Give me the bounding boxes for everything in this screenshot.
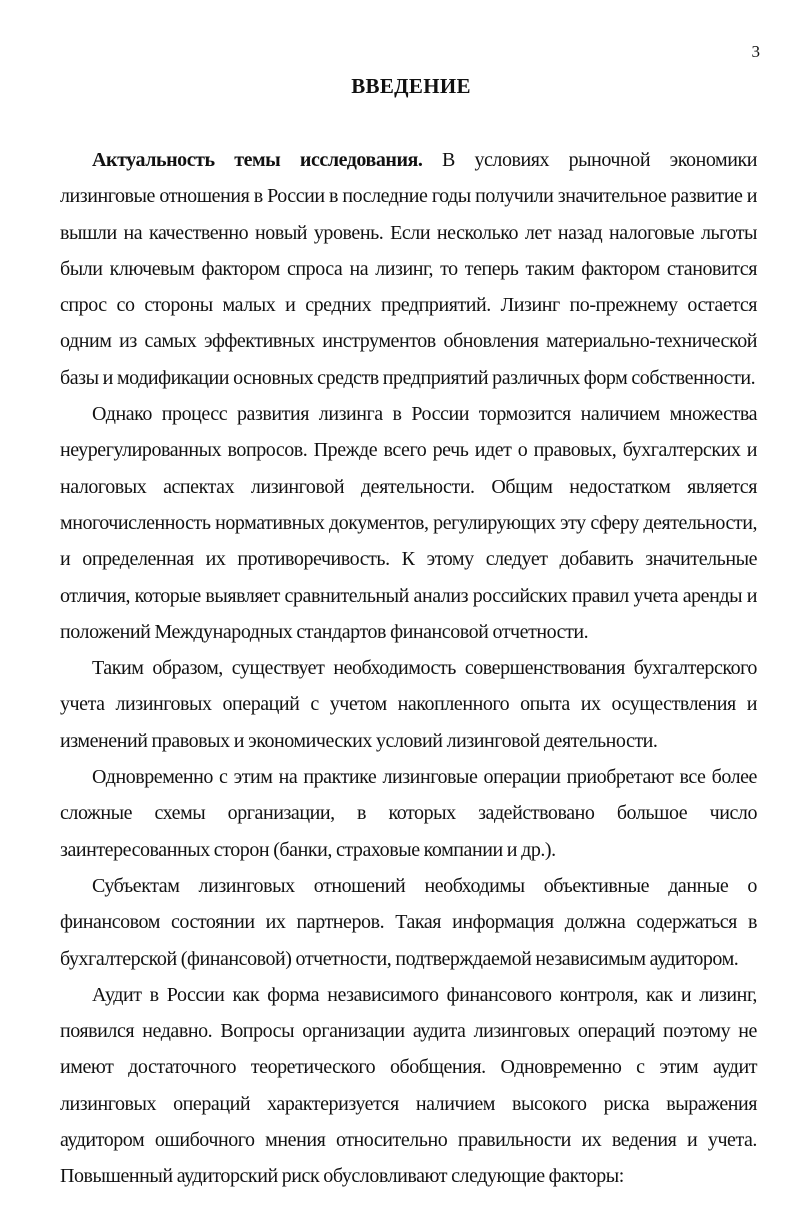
paragraph-schemes [60,759,757,868]
section-heading: ВВЕДЕНИЕ [351,74,471,98]
paragraph-necessity [60,650,757,759]
paragraph-problems [60,396,757,650]
paragraph-subjects [60,868,757,977]
paragraph-text: В условиях рыночной экономики лизинговые отношения в России в последние годы получили значительное развитие и вышли на качественно новый уровень. Если несколько лет назад налоговые льготы были ключевым фактором спроса на лизинг, то теперь таким фактором становится спрос со стороны малых и средних предприятий. Лизинг по-прежнему остается одним из самых эффективных инструментов обновления материально-технической базы и модификации основных средств предприятий различных форм собственности. [60,149,757,389]
paragraph-text: Одновременно с этим на практике лизинговые операции приобретают все более сложные схемы организации, в которых задействовано большое число заинтересованных сторон (банки, страховые компании и др.). [60,766,757,861]
paragraph-lead: Актуальность темы исследования. [92,149,423,171]
page-number: 3 [751,42,760,61]
paragraph-audit [60,977,757,1195]
paragraph-text: Однако процесс развития лизинга в России тормозится наличием множества неурегулированных вопросов. Прежде всего речь идет о правовых, бухгалтерских и налоговых аспектах лизинговой деятельности. Общим недостатком является многочисленность нормативных документов, регулирующих эту сферу деятельности, и определенная их противоречивость. К этому следует добавить значительные отличия, которые выявляет сравнительный анализ российских правил учета аренды и положений Международных стандартов финансовой отчетности. [60,403,757,643]
paragraph-text: Таким образом, существует необходимость совершенствования бухгалтерского учета лизинговых операций с учетом накопленного опыта их осуществления и изменений правовых и экономических условий лизинговой деятельности. [60,657,757,752]
paragraph-text: Аудит в России как форма независимого финансового контроля, как и лизинг, появился недавно. Вопросы организации аудита лизинговых операций поэтому не имеют достаточного теоретического обобщения. Одновременно с этим аудит лизинговых операций характеризуется наличием высокого риска выражения аудитором ошибочного мнения относительно правильности их ведения и учета. Повышенный аудиторский риск обусловливают следующие факторы: [60,983,757,1188]
paragraph-relevance [60,142,757,396]
body-text [60,142,757,1195]
paragraph-text: Субъектам лизинговых отношений необходимы объективные данные о финансовом состоянии их партнеров. Такая информация должна содержаться в бухгалтерской (финансовой) отчетности, подтверждаемой независимым аудитором. [60,874,757,970]
